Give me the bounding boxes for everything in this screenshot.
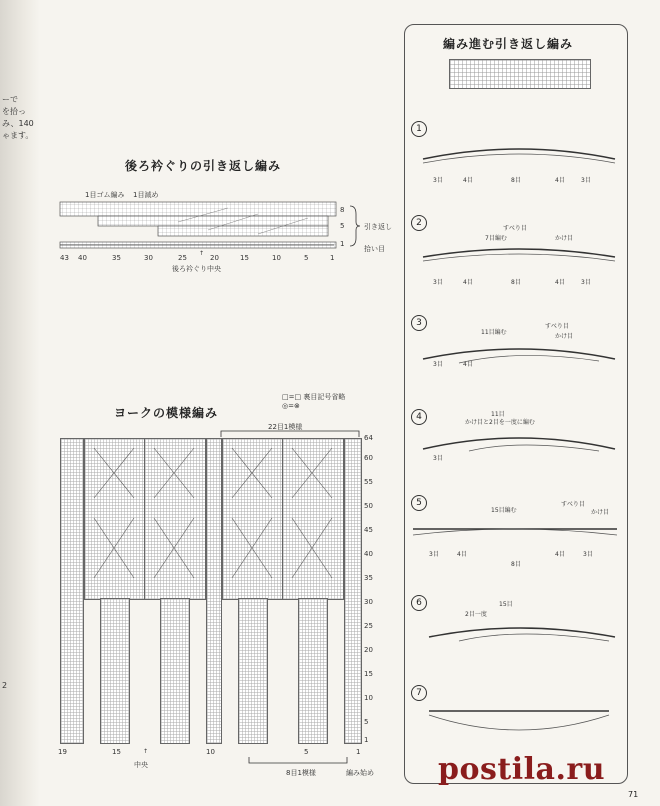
legend-line-1: □=□ 裏目記号省略 [282,393,346,401]
step-label: 8目 [511,177,521,184]
center-arrow-icon: ↑ [199,250,205,257]
margin-line: み、140 [2,119,34,128]
row-number: 25 [364,622,373,630]
step-label: 3目 [433,361,443,368]
row-label-8: 8 [340,206,345,214]
knitting-illustration [419,337,619,377]
row-number: 20 [364,646,373,654]
row-number: 35 [364,574,373,582]
start-label: 編み始め [346,769,374,777]
step-number: 3 [411,315,427,331]
repeat-bracket-icon [220,428,360,438]
row-number: 40 [364,550,373,558]
step-label: 4目 [555,279,565,286]
col-number: 1 [330,254,335,262]
chart-column [60,438,84,744]
row-number: 50 [364,502,373,510]
step-label: 15目 [499,601,513,608]
col-number: 1 [356,748,361,756]
step-label: 3目 [581,177,591,184]
step-number: 7 [411,685,427,701]
repeat-bracket-icon [248,756,348,766]
col-number: 43 [60,254,69,262]
repeat-22-label: 22目1模様 [268,423,303,431]
turn-label: 引き返し [364,223,392,231]
row-number: 45 [364,526,373,534]
panel-mini-chart [449,59,591,89]
repeat-8-label: 8目1模様 [286,769,316,777]
knitting-illustration [419,425,619,465]
margin-line: ゃます。 [2,131,34,140]
pickup-label: 拾い目 [364,245,385,253]
step-label: すべり目 [545,323,569,330]
margin-number: 2 [2,681,8,690]
step-label: 8目 [511,561,521,568]
row-number: 60 [364,454,373,462]
step-label: 4目 [463,361,473,368]
col-number: 5 [304,748,309,756]
cable-pattern [84,438,342,598]
watermark: postila.ru [438,752,606,787]
step-label: かけ目と2目を一度に編む [465,419,535,426]
knitting-illustration [419,695,619,745]
col-number: 19 [58,748,67,756]
step-label: 8目 [511,279,521,286]
row-label-5: 5 [340,222,345,230]
col-number: 20 [210,254,219,262]
knitting-illustration [419,237,619,277]
step-label: 3目 [433,177,443,184]
panel-title: 編み進む引き返し編み [443,37,574,51]
col-number: 30 [144,254,153,262]
row-number: 15 [364,670,373,678]
step-label: 15目編む [491,507,517,514]
step-label: かけ目 [555,235,574,242]
step-label: すべり目 [561,501,585,508]
yoke-title: ヨークの模様編み [114,406,219,420]
center-arrow-icon: ↑ [143,748,149,755]
row-number: 55 [364,478,373,486]
margin-text [2,94,34,142]
step-number: 5 [411,495,427,511]
step-label: すべり目 [503,225,527,232]
yoke-chart [60,438,360,744]
col-number: 15 [240,254,249,262]
yoke-center-label: 中央 [134,761,148,769]
step-label: 4目 [463,177,473,184]
chart-column [160,598,190,744]
legend-line-2: ◎=⊗ [282,402,300,410]
back-neck-title: 後ろ衿ぐりの引き返し編み [125,159,282,173]
back-center-label: 後ろ衿ぐり中央 [172,265,221,273]
chart-column [344,438,362,744]
col-number: 25 [178,254,187,262]
turn-brace-icon [348,204,362,248]
step-label: かけ目 [591,509,610,516]
step-label: 2目一度 [465,611,487,618]
col-number: 40 [78,254,87,262]
step-label: 3目 [433,455,443,462]
step-label: 4目 [555,177,565,184]
decrease-label: 1目減め [133,191,159,199]
row-number: 5 [364,718,369,726]
step-label: 4目 [555,551,565,558]
step-label: 7目編む [485,235,507,242]
step-label: かけ目 [555,333,574,340]
chart-column [298,598,328,744]
col-number: 10 [272,254,281,262]
step-label: 3目 [429,551,439,558]
chart-column [238,598,268,744]
margin-line: ーで [2,95,18,104]
step-number: 2 [411,215,427,231]
chart-column [100,598,130,744]
knitting-illustration [419,615,619,655]
step-label: 3目 [581,279,591,286]
step-number: 4 [411,409,427,425]
col-number: 35 [112,254,121,262]
col-number: 5 [304,254,309,262]
knitting-illustration [419,135,619,179]
step-label: 4目 [457,551,467,558]
row-label-1: 1 [340,240,345,248]
rib-label: 1目ゴム編み [85,191,125,199]
row-number: 64 [364,434,373,442]
col-number: 15 [112,748,121,756]
yoke-row-numbers [364,434,384,746]
step-label: 3目 [583,551,593,558]
instruction-panel [404,24,628,784]
back-neck-bottom-numbers [60,254,350,264]
step-label: 11目編む [481,329,507,336]
row-number: 10 [364,694,373,702]
row-number: 30 [364,598,373,606]
step-number: 6 [411,595,427,611]
back-neck-chart [58,200,338,256]
step-label: 11目 [491,411,505,418]
col-number: 10 [206,748,215,756]
step-label: 3目 [433,279,443,286]
step-label: 4目 [463,279,473,286]
step-number: 1 [411,121,427,137]
margin-line: を拾っ [2,107,26,116]
page-number: 71 [628,790,639,799]
row-number: 1 [364,736,369,744]
